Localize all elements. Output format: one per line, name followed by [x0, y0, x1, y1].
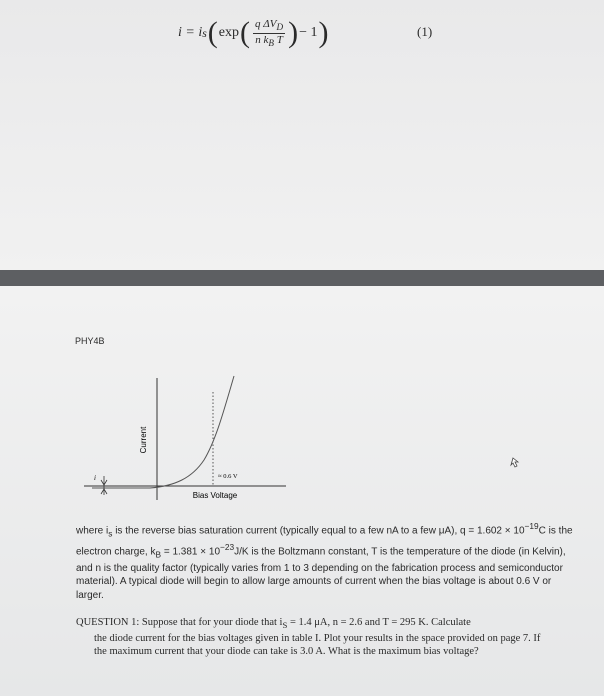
close-paren-inner: ) — [288, 16, 299, 49]
x-axis-label: Bias Voltage — [192, 491, 238, 500]
equation-lhs: i = i — [178, 25, 203, 40]
open-paren-inner: ( — [240, 16, 250, 49]
equation-tail: − 1 — [299, 25, 318, 40]
equation-number: (1) — [417, 24, 433, 39]
mouse-cursor-icon — [511, 458, 518, 467]
open-paren: ( — [207, 16, 218, 49]
close-paren: ) — [318, 16, 329, 49]
threshold-label: ≈ 0.6 V — [218, 473, 238, 480]
fraction-denominator: n $k_B$ T — [255, 33, 283, 48]
question-1: QUESTION 1: Suppose that for your diode that $i_S = 1.4$ μA, n = 2.6 and T = 295 K. Calculate the diode current for the bias voltages given in table I. Plot your results in the space provided on page 7. If the maximum current that your diode can take is 3.0 A. What is the maximum bias voltage? — [76, 617, 541, 658]
equation-lhs-sub: s — [202, 26, 207, 40]
description-paragraph: where $i_s$ is the reverse bias saturation current (typically equal to a few nA to a few μA), $q = 1.602 \times 10^{-19}C$ is the electron charge, $k_B = 1.381 \times 10^{-23}J/K$ is the Boltzmann constant, T is the temperature of the diode (in Kelvin), and n is the quality factor (typically varies from 1 to 3 depending on the fabrication process and semiconductor material). A typical diode will begin to allow large amounts of current when the bias voltage is about 0.6 V or larger. — [76, 521, 573, 601]
is-label: i — [94, 474, 96, 482]
y-axis-label: Current — [139, 426, 148, 454]
fraction-numerator: q $\Delta V_D$ — [255, 18, 284, 33]
exp-label: exp — [218, 25, 239, 40]
page-header: PHY4B — [75, 336, 105, 346]
